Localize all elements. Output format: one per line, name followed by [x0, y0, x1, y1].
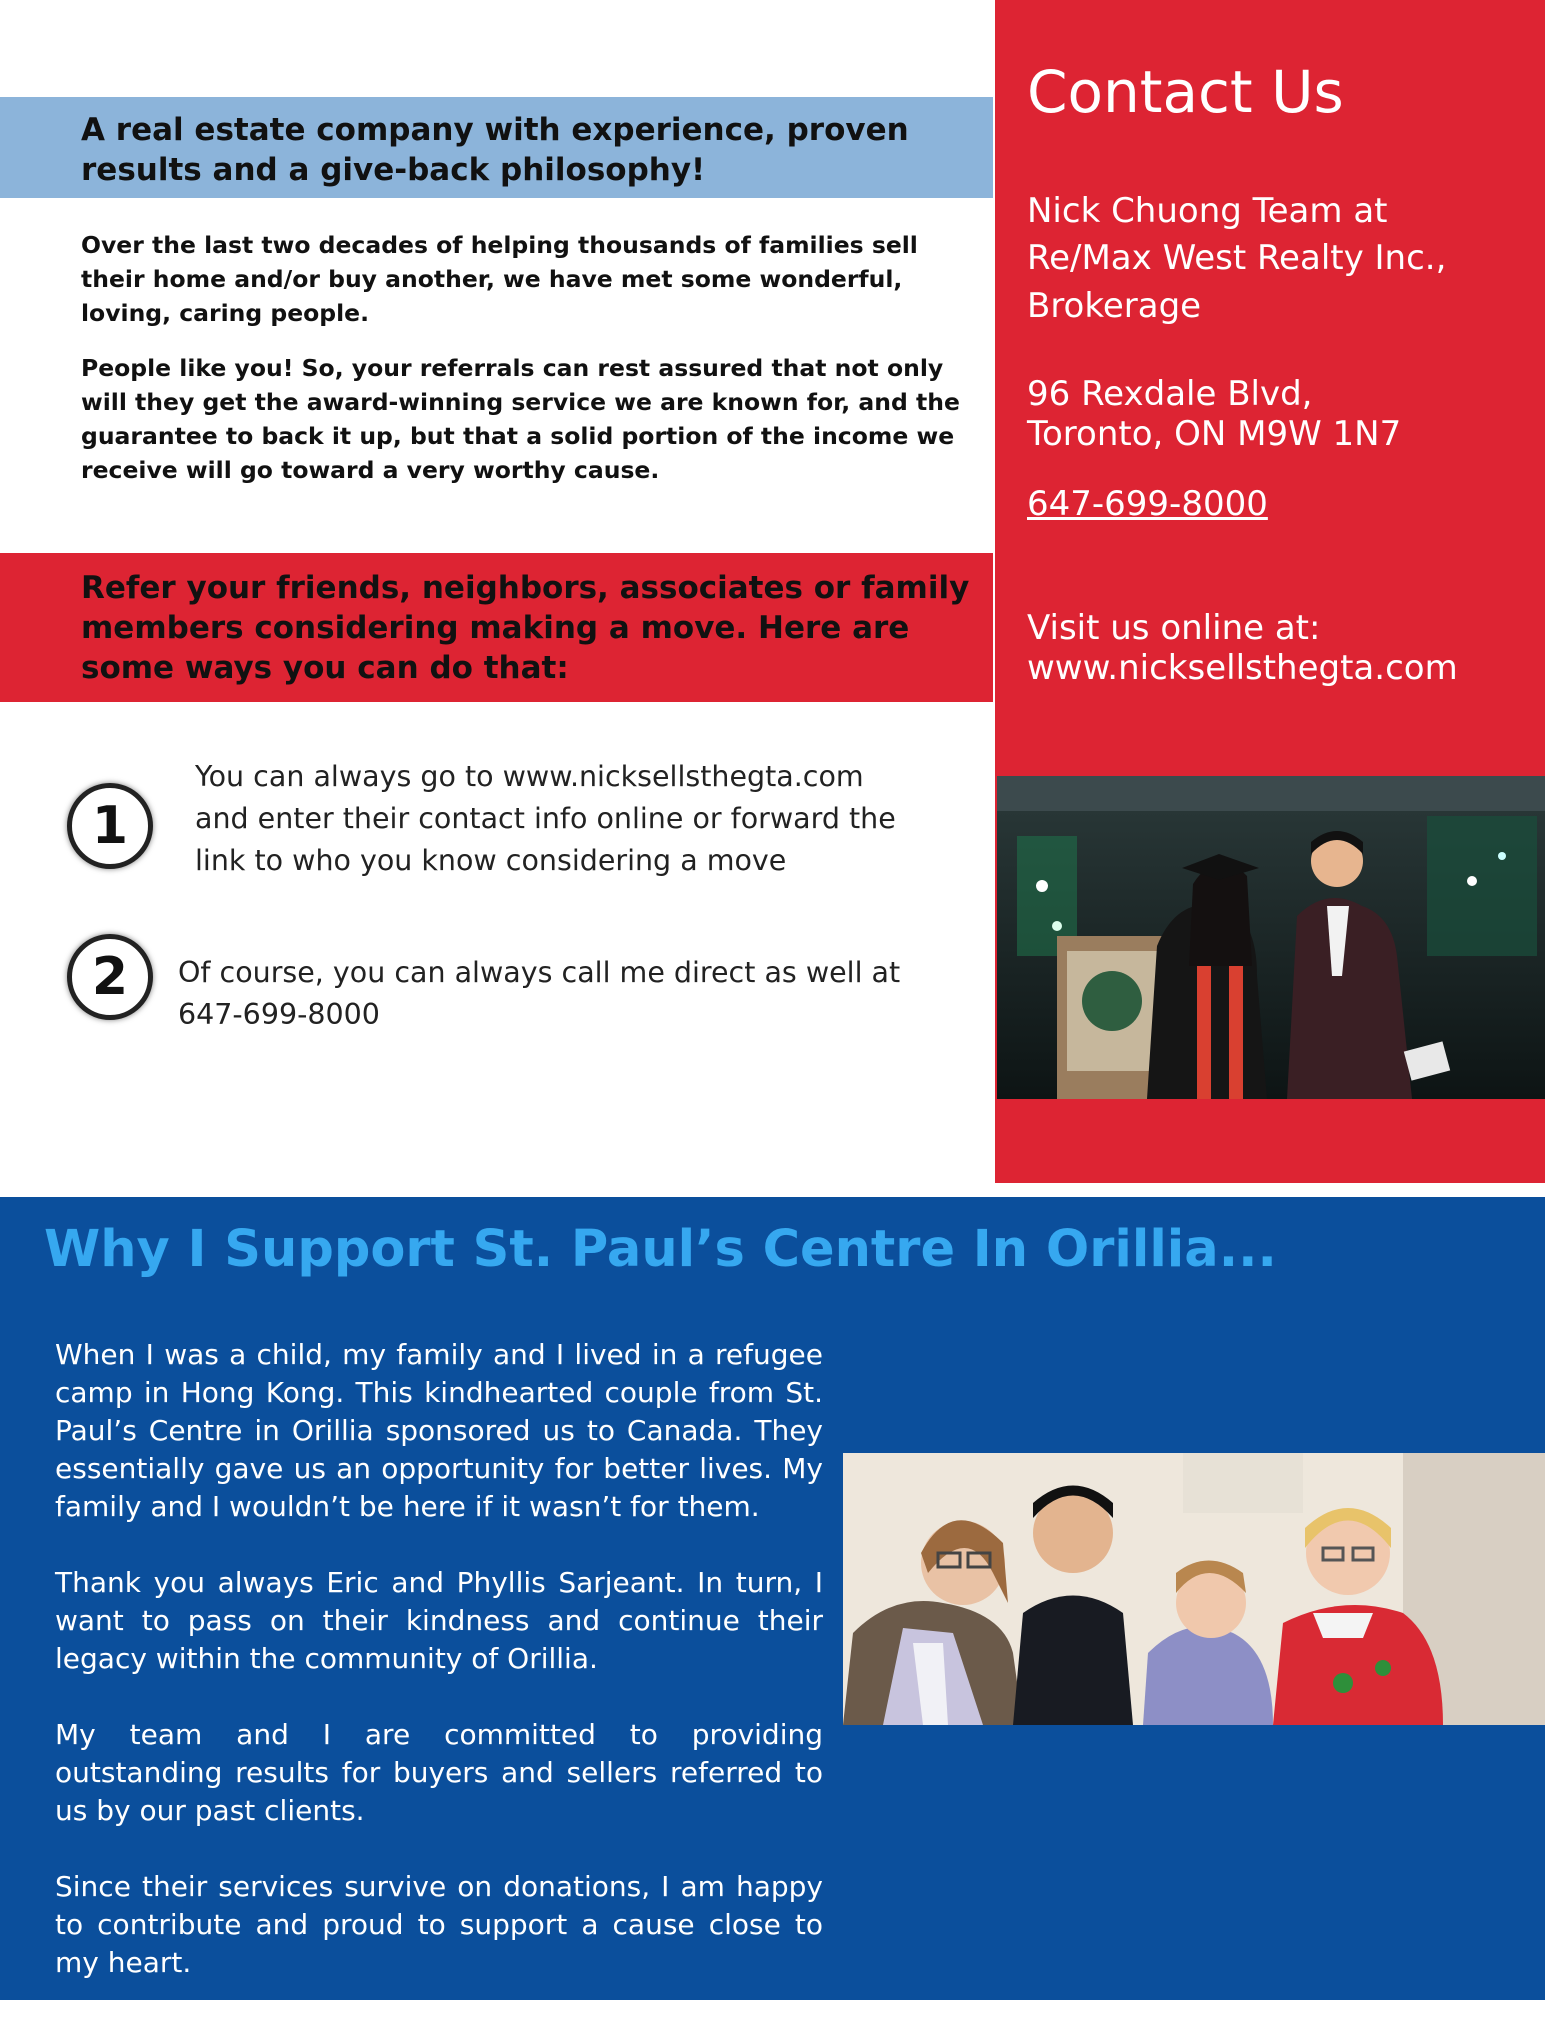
company-line: Brokerage: [1027, 286, 1202, 326]
refer-heading: Refer your friends, neighbors, associates or family members considering making a move. Here are some ways you can do that:: [81, 570, 970, 686]
company-line: Nick Chuong Team at: [1027, 191, 1388, 231]
intro-paragraph: Over the last two decades of helping thousands of families sell their home and/or buy another, we have met some wonderful, loving, caring people.: [81, 231, 918, 327]
why-title: Why I Support St. Paul’s Centre In Orillia...: [44, 1220, 1277, 1279]
website-text: www.nicksellsthegta.com: [1027, 648, 1458, 688]
visit-label: Visit us online at:: [1027, 608, 1321, 648]
phone-link[interactable]: 647-699-8000: [1027, 484, 1268, 524]
group-photo: [843, 1453, 1545, 1725]
why-paragraph: Since their services survive on donations, I am happy to contribute and proud to support a cause close to my heart.: [55, 1870, 823, 1979]
step-2-badge: 2: [67, 934, 153, 1020]
contact-title: Contact Us: [1027, 58, 1344, 126]
why-paragraph: When I was a child, my family and I lived in a refugee camp in Hong Kong. This kindhearted couple from St. Paul’s Centre in Orillia sponsored us to Canada. They essentially gave us an opportunity for better lives. My family and I wouldn’t be here if it wasn’t for them.: [55, 1338, 823, 1523]
graduation-photo: [997, 776, 1545, 1099]
why-paragraph: Thank you always Eric and Phyllis Sarjeant. In turn, I want to pass on their kindness and continue their legacy within the community of Orillia.: [55, 1566, 823, 1675]
company-line: Re/Max West Realty Inc.,: [1027, 238, 1447, 278]
step-1-text: You can always go to www.nicksellsthegta.com and enter their contact info online or forward the link to who you know considering a move: [195, 760, 896, 877]
intro-text: [81, 228, 961, 508]
step-2-text: Of course, you can always call me direct as well at 647-699-8000: [178, 956, 901, 1031]
address-line: 96 Rexdale Blvd,: [1027, 374, 1313, 414]
why-paragraph: My team and I are committed to providing outstanding results for buyers and sellers referred to us by our past clients.: [55, 1718, 823, 1827]
step-1-badge: 1: [67, 783, 153, 869]
intro-paragraph: People like you! So, your referrals can rest assured that not only will they get the award-winning service we are known for, and the guarantee to back it up, but that a solid portion of the income we receive will go toward a very worthy cause.: [81, 354, 960, 484]
why-body: [55, 1336, 823, 2020]
address-line: Toronto, ON M9W 1N7: [1027, 414, 1402, 454]
tagline-heading: A real estate company with experience, proven results and a give-back philosophy!: [81, 112, 909, 188]
